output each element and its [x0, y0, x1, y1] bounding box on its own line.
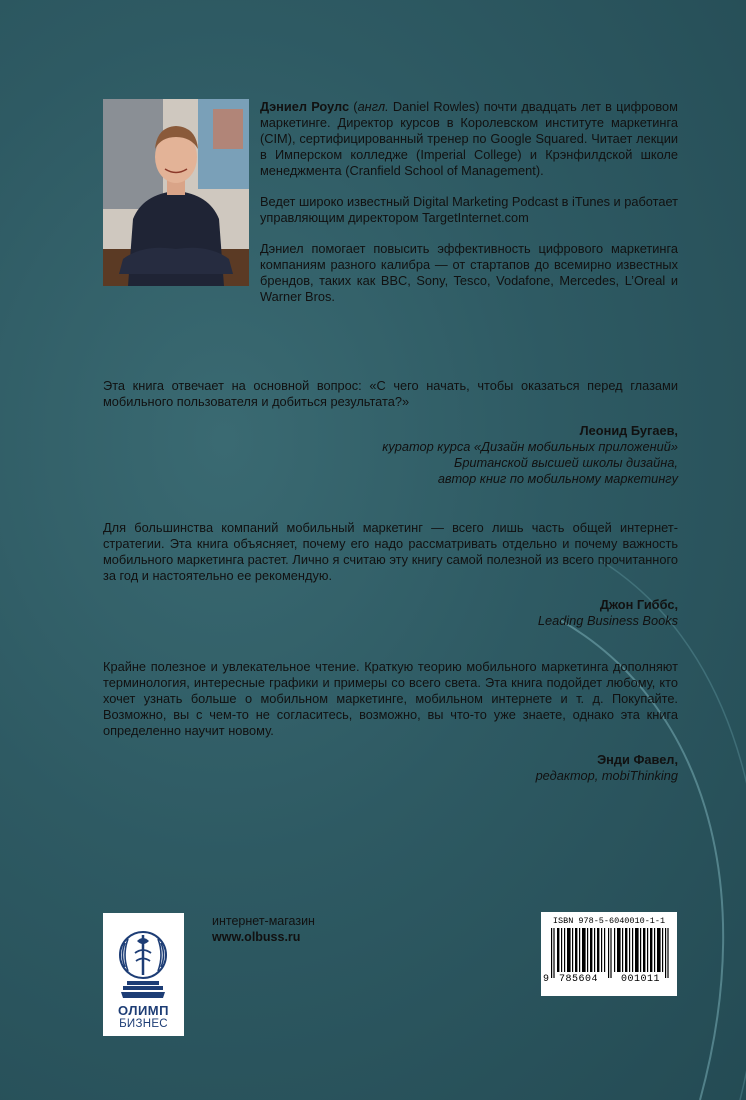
isbn-barcode — [541, 912, 677, 996]
quote-attribution — [103, 752, 678, 784]
quote-attribution — [103, 423, 678, 487]
quote-text: Для большинства компаний мобильный маркетинг — всего лишь часть общей интернет-стратегии. Эта книга объясняет, почему его надо рассматривать отдельно и почему важность мобильного маркетинга растет. Лично я считаю эту книгу самой полезной из всего прочитанного за год и настоятельно ее рекомендую. — [103, 520, 678, 583]
bio-paragraph-3: Дэниел помогает повысить эффективность цифрового маркетинга компаниям разного калибра — от стартапов до всемирно известных брендов, таких как BBC, Sony, Tesco, Vodafone, Mercedes, L’Oreal и Warner Bros. — [260, 241, 678, 304]
engl-label: англ. — [357, 99, 389, 114]
bio-paragraph-2: Ведет широко известный Digital Marketing Podcast в iTunes и работает управляющим директором TargetInternet.com — [260, 194, 679, 225]
online-shop-info — [212, 913, 315, 945]
quote-author-role: редактор, mobiThinking — [535, 768, 678, 783]
quote-author-role: Британской высшей школы дизайна, — [453, 455, 678, 470]
logo-text-biznes: БИЗНЕС — [119, 1018, 168, 1030]
quote-author-role: куратор курса «Дизайн мобильных приложений» — [382, 439, 678, 454]
shop-label: интернет-магазин — [212, 914, 315, 928]
barcode-digit-first: 9 — [543, 974, 550, 985]
bio-paragraph-1: Дэниел Роулс (англ. Daniel Rowles) почти двадцать лет в цифровом маркетинге. Директор курсов в Королевском институте маркетинга (CIM), сертифицированный тренер по Google Squared. Читает лекции в Имперском колледже (Imperial College) и Крэнфилдской школе менеджмента (Cranfield School of Management). — [260, 99, 678, 178]
barcode-digits-left: 785604 — [559, 974, 599, 985]
review-quote-1 — [103, 378, 678, 487]
olimp-emblem-icon — [103, 913, 184, 1003]
quote-author: Леонид Бугаев, — [579, 423, 678, 438]
quote-text: Крайне полезное и увлекательное чтение. Краткую теорию мобильного маркетинга дополняют терминология, интересные графики и примеры со всего света. Эта книга подойдет любому, кто хочет узнать больше о мобильном маркетинге, мобильном интернете и т. д. Покупайте. Возможно, вы с чем-то не согласитесь, возможно, вы что-то уже знаете, однако эта книга определенно научит новому. — [103, 659, 678, 738]
quote-author: Энди Фавел, — [597, 752, 678, 767]
review-quote-3 — [103, 659, 678, 784]
quote-author: Джон Гиббс, — [599, 597, 678, 612]
bio-p1-text: Daniel Rowles) почти двадцать лет в цифровом маркетинге. Директор курсов в Королевском институте маркетинга (CIM), сертифицированный тренер по Google Squared. Читает лекции в Имперском колледже (Imperial College) и Крэнфилдской школе менеджмента (Cranfield School of Management). — [260, 99, 678, 178]
publisher-logo — [103, 913, 184, 1036]
author-bio — [260, 99, 678, 320]
shop-url[interactable]: www.olbuss.ru — [212, 930, 301, 944]
quote-attribution — [103, 597, 678, 629]
quote-author-role: автор книг по мобильному маркетингу — [437, 471, 678, 486]
author-photo — [103, 99, 249, 286]
quote-author-role: Leading Business Books — [537, 613, 678, 628]
review-quote-2 — [103, 520, 678, 629]
isbn-number: ISBN 978-5-6040010-1-1 — [552, 916, 666, 926]
author-name: Дэниел Роулс — [260, 99, 350, 114]
barcode-bars-icon — [551, 928, 669, 978]
barcode-digits-right: 001011 — [621, 974, 661, 985]
quote-text: Эта книга отвечает на основной вопрос: «С чего начать, чтобы оказаться перед глазами мобильного пользователя и добиться результата?» — [103, 378, 678, 409]
logo-text-olimp: ОЛИМП — [118, 1003, 169, 1018]
